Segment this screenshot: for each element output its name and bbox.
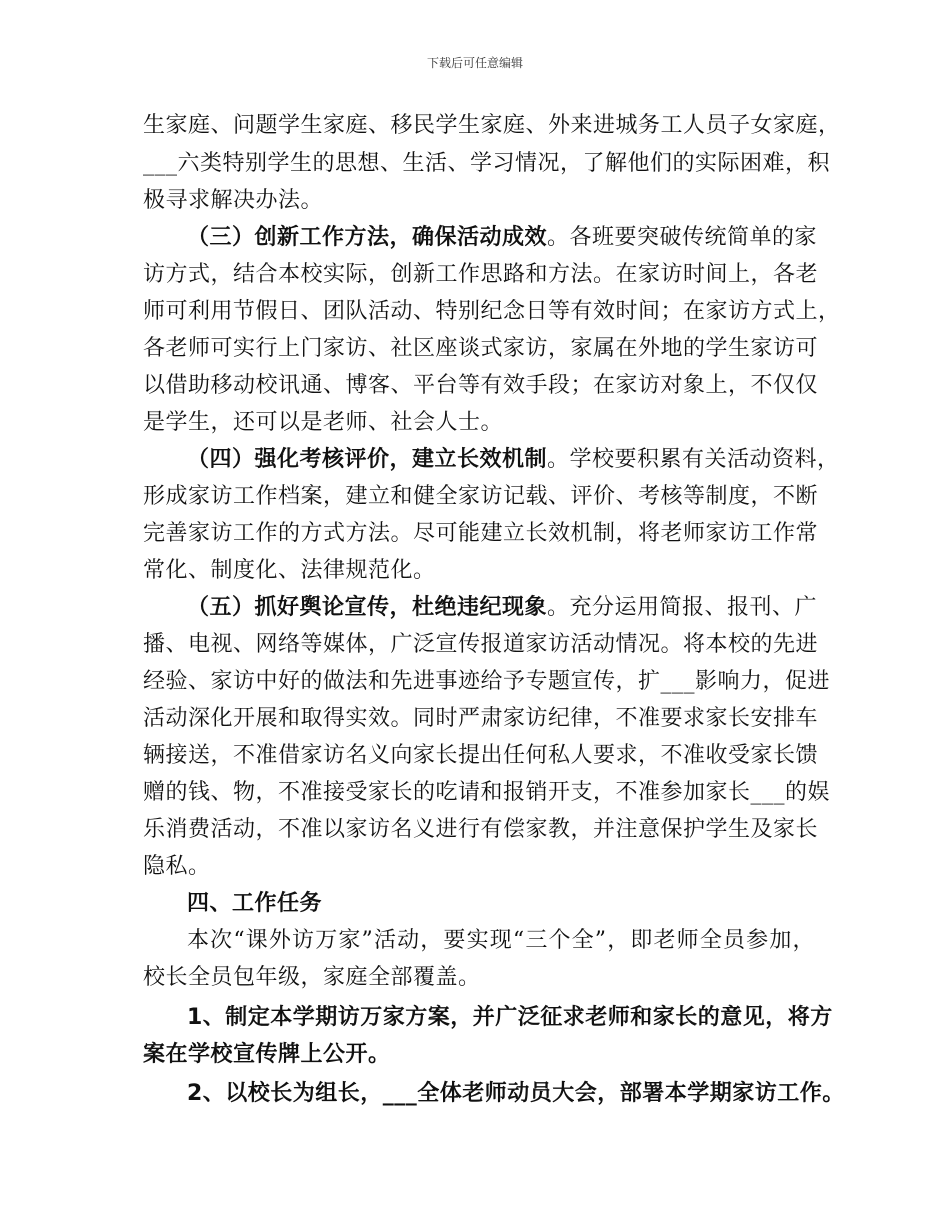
text-line: 各老师可实行上门家访、社区座谈式家访，家属在外地的学生家访可 bbox=[143, 336, 819, 361]
text-line: 生家庭、问题学生家庭、移民学生家庭、外来进城务工人员子女家庭， bbox=[143, 113, 841, 138]
text-line: 以借助移动校讯通、博客、平台等有效手段；在家访对象上，不仅仅 bbox=[143, 373, 819, 398]
text-line: 常化、制度化、法律规范化。 bbox=[143, 558, 436, 583]
text-line: 辆接送，不准借家访名义向家长提出任何私人要求，不准收受家长馈 bbox=[143, 743, 819, 768]
section-heading: 四、工作任务 bbox=[187, 891, 323, 916]
text-line: 形成家访工作档案，建立和健全家访记载、评价、考核等制度，不断 bbox=[143, 484, 819, 509]
section-heading-line: （三）创新工作方法，确保活动成效。各班要突破传统简单的家 bbox=[187, 225, 818, 250]
text-line: 极寻求解决办法。 bbox=[143, 188, 324, 213]
text-line: 经验、家访中好的做法和先进事迹给予专题宣传，扩___影响力，促进 bbox=[143, 669, 831, 694]
page-header: 下载后可任意编辑 bbox=[426, 56, 523, 70]
text-line: 校长全员包年级，家庭全部覆盖。 bbox=[143, 965, 481, 990]
task-item: 1、制定本学期访万家方案，并广泛征求老师和家长的意见，将方 bbox=[187, 1005, 833, 1030]
text-line: 乐消费活动，不准以家访名义进行有偿家教，并注意保护学生及家长 bbox=[143, 817, 819, 842]
text-line: 师可利用节假日、团队活动、特别纪念日等有效时间；在家访方式上， bbox=[143, 299, 841, 324]
text-line: ___六类特别学生的思想、生活、学习情况，了解他们的实际困难，积 bbox=[143, 151, 831, 176]
task-item: 2、以校长为组长，___全体老师动员大会，部署本学期家访工作。 bbox=[187, 1081, 845, 1106]
task-item: 案在学校宣传牌上公开。 bbox=[143, 1042, 391, 1067]
text-line: 是学生，还可以是老师、社会人士。 bbox=[143, 410, 504, 435]
text-line: 赠的钱、物，不准接受家长的吃请和报销开支，不准参加家长___的娱 bbox=[143, 780, 831, 805]
section-heading-line: （五）抓好舆论宣传，杜绝违纪现象。充分运用简报、报刊、广 bbox=[187, 595, 818, 620]
section-heading-line: （四）强化考核评价，建立长效机制。学校要积累有关活动资料， bbox=[187, 447, 840, 472]
text-line: 播、电视、网络等媒体，广泛宣传报道家访活动情况。将本校的先进 bbox=[143, 632, 819, 657]
text-line: 完善家访工作的方式方法。尽可能建立长效机制，将老师家访工作常 bbox=[143, 521, 819, 546]
text-line: 隐私。 bbox=[143, 854, 211, 879]
text-line: 访方式，结合本校实际，创新工作思路和方法。在家访时间上，各老 bbox=[143, 262, 819, 287]
text-line: 本次“课外访万家”活动，要实现“三个全”，即老师全员参加， bbox=[187, 928, 815, 953]
text-line: 活动深化开展和取得实效。同时严肃家访纪律，不准要求家长安排车 bbox=[143, 706, 819, 731]
